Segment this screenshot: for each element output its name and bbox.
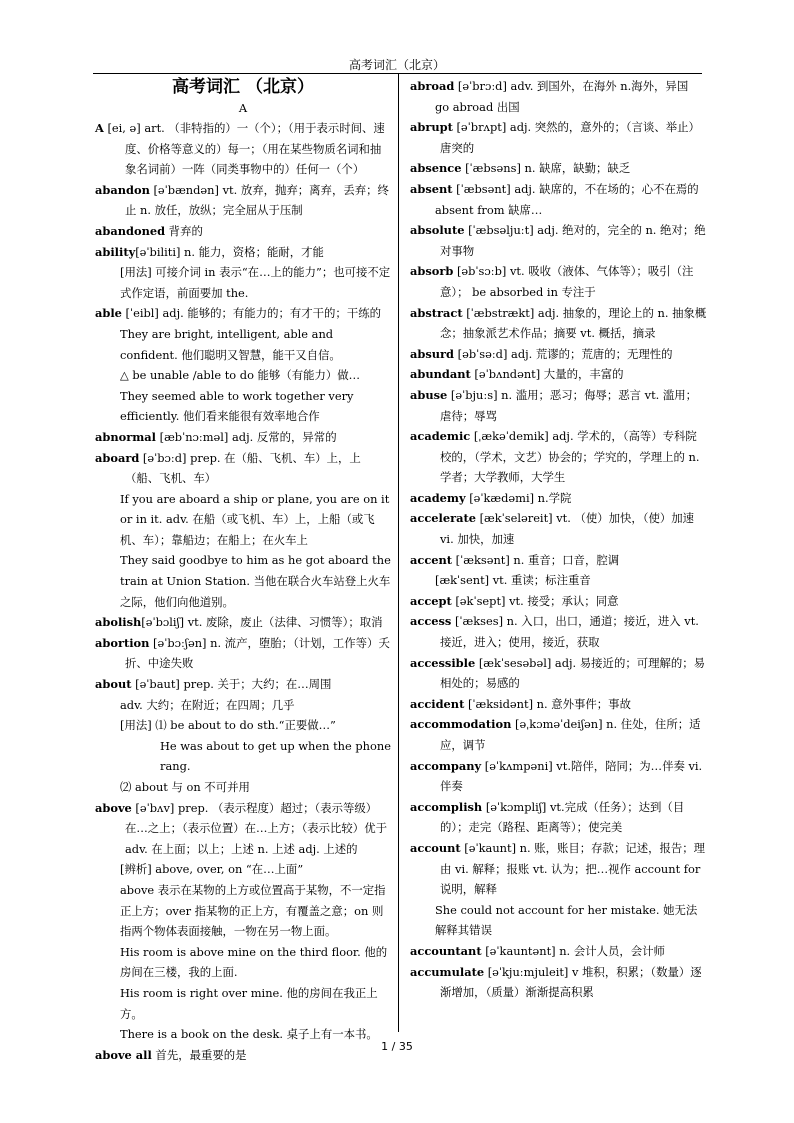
headword: able [95, 306, 122, 321]
definition: [əˈbʌndənt] 大量的，丰富的 [470, 367, 624, 382]
entry-detail: There is a book on the desk. 桌子上有一本书。 [120, 1027, 378, 1042]
dictionary-entry [410, 303, 708, 344]
definition: [əˈbrɔːd] adv. 到国外，在海外 n.海外，异国 [454, 79, 689, 93]
dictionary-entry [95, 674, 391, 695]
dictionary-entry [410, 941, 708, 962]
definition: [əˈbɔːd] prep. 在（船、飞机、车）上，上（船、飞机、车） [125, 450, 361, 486]
definition: [əˈkædəmi] n.学院 [465, 490, 572, 505]
left-column [95, 76, 391, 1065]
dictionary-entry [410, 714, 708, 755]
dictionary-entry [95, 303, 391, 324]
headword: abnormal [95, 429, 156, 444]
entry-detail: above 表示在某物的上方或位置高于某物，不一定指正上方；over 指某物的正上方，有覆盖之意；on 则指两个物体表面接触，一物在另一物上面。 [120, 882, 386, 939]
entry-detail: They seemed able to work together very efficiently. 他们看来能很有效率地合作 [120, 388, 354, 424]
headword: above [95, 800, 132, 815]
page-number: 1 / 35 [381, 1040, 413, 1053]
entry-detail: She could not account for her mistake. 她无法解释其错误 [435, 902, 698, 938]
entry-detail: [用法] 可接介词 in 表示“在…上的能力”；也可接不定式作定语，前面要加 the. [120, 265, 391, 300]
headword: ability [95, 244, 136, 259]
dictionary-entry [410, 364, 708, 385]
definition: [ˈæksidənt] n. 意外事件；事故 [464, 696, 631, 711]
headword: absence [410, 161, 462, 176]
definition: [ˈækses] n. 入口，出口，通道；接近，进入 vt. 接近，进入；使用，接近，获取 [440, 614, 699, 650]
dictionary-entry [95, 612, 391, 633]
dictionary-entry [410, 488, 708, 509]
definition: [ˈæbsəljuːt] adj. 绝对的，完全的 n. 绝对；绝对事物 [440, 223, 706, 258]
dictionary-entry [410, 508, 708, 549]
entry-detail: absent from 缺席… [435, 202, 543, 217]
headword: absorb [410, 264, 454, 279]
headword: above all [95, 1047, 152, 1062]
definition: [æbˈnɔːməl] adj. 反常的，异常的 [156, 429, 337, 444]
dictionary-entry [410, 838, 708, 900]
headword: accident [410, 696, 465, 711]
headword: aboard [95, 450, 140, 465]
headword: absent [410, 181, 453, 196]
dictionary-entry [410, 611, 708, 652]
definition: [əˈbɔːʃən] n. 流产，堕胎；（计划，工作等）夭折、中途失败 [125, 635, 390, 671]
definition: [ˈæbsənt] adj. 缺席的，不在场的；心不在焉的 [452, 181, 699, 196]
dictionary-entry [410, 385, 708, 426]
entry-detail: [辨析] above, over, on “在…上面” [120, 862, 304, 877]
headword: abandoned [95, 223, 166, 238]
entry-detail: They are bright, intelligent, able and confident. 他们聪明又智慧，能干又自信。 [120, 326, 341, 362]
headword: abrupt [410, 120, 453, 135]
dictionary-entry [410, 344, 708, 365]
entry-detail: His room is right over mine. 他的房间在我正上方。 [120, 985, 378, 1021]
headword: academic [410, 429, 471, 444]
dictionary-entry [95, 448, 391, 489]
dictionary-entry [410, 694, 708, 715]
dictionary-entry [95, 118, 391, 180]
headword: accelerate [410, 511, 476, 526]
right-column [410, 76, 708, 1003]
entry-detail: [ækˈsent] vt. 重读；标注重音 [435, 573, 591, 588]
headword: absurd [410, 346, 455, 361]
definition: [əˈkɔmpliʃ] vt.完成（任务）；达到（目的）；走完（路程、距离等）；使完美 [440, 799, 685, 835]
entry-detail: If you are aboard a ship or plane, you are on it or in it. adv. 在船（或飞机、车）上，上船（或飞机、车）；靠船边；在船上；在火车上 [120, 491, 390, 547]
definition: [ˈæbsəns] n. 缺席，缺勤；缺乏 [461, 161, 631, 176]
definition: [əbˈsɔːb] vt. 吸收（液体、气体等）；吸引（注意）； be absorbed in 专注于 [440, 264, 694, 299]
definition: [ˌækəˈdemik] adj. 学术的，（高等）专科院校的，（学术，文艺）协会的；学究的，学理上的 n. 学者；大学教师，大学生 [440, 429, 700, 485]
definition: [əˈkauntənt] n. 会计人员，会计师 [481, 943, 665, 958]
definition: 背弃的 [165, 223, 203, 238]
headword: accessible [410, 655, 476, 670]
dictionary-entry [410, 797, 708, 838]
entry-detail: ⑵ about 与 on 不可并用 [120, 780, 250, 794]
definition: [əˈbændən] vt. 放弃，抛弃；离弃，丢弃；终止 n. 放任，放纵；完全屈从于压制 [125, 182, 389, 218]
letter-heading: A [238, 101, 248, 115]
dictionary-entry [410, 261, 708, 302]
dictionary-entry [410, 426, 708, 488]
headword: accomplish [410, 799, 483, 814]
headword: academy [410, 490, 466, 505]
headword: abundant [410, 367, 471, 382]
entry-detail: △ be unable /able to do 能够（有能力）做… [120, 368, 361, 383]
headword: abroad [410, 79, 455, 93]
headword: about [95, 677, 132, 692]
dictionary-entry [410, 158, 708, 179]
headword: accountant [410, 943, 482, 958]
definition: [ei, ə] art. （非特指的）一（个）；（用于表示时间、速度、价格等意义的）每一；（用在某些物质名词和抽象名词前）一阵（同类事物中的）任何一（个） [103, 121, 385, 177]
headword: accommodation [410, 717, 512, 732]
dictionary-entry [410, 550, 708, 571]
definition: [əbˈsəːd] adj. 荒谬的；荒唐的；无理性的 [454, 346, 673, 361]
headword: accompany [410, 758, 482, 773]
dictionary-entry [95, 180, 391, 221]
headword: accept [410, 593, 452, 608]
entry-detail: His room is above mine on the third floor. 他的房间在三楼，我的上面. [120, 944, 388, 980]
definition: [əˈbjuːs] n. 滥用；恶习；侮辱；恶言 vt. 滥用；虐待；辱骂 [440, 387, 698, 423]
column-divider [398, 74, 399, 1032]
definition: [ækˈsesəbəl] adj. 易接近的；可理解的；易相处的；易感的 [440, 655, 706, 691]
definition: [əˈbʌv] prep. （表示程度）超过；（表示等级）在…之上；（表示位置）在…上方；（表示比较）优于 adv. 在上面；以上；上述 n. 上述 adj. 上述的 [125, 800, 387, 856]
definition: [ˈæbstrækt] adj. 抽象的，理论上的 n. 抽象概念；抽象派艺术作品；摘要 vt. 概括，摘录 [440, 305, 707, 341]
definition: 首先，最重要的是 [151, 1047, 247, 1062]
definition: [ˈæksənt] n. 重音；口音，腔调 [452, 552, 620, 567]
dictionary-entry [95, 427, 391, 448]
dictionary-entry [95, 633, 391, 674]
dictionary-entry [410, 591, 708, 612]
dictionary-entry [95, 242, 391, 263]
headword: abstract [410, 305, 463, 320]
definition: [əˈkaunt] n. 账，账目；存款；记述，报告；理由 vi. 解释；报账 vt. 认为；把…视作 account for 说明，解释 [440, 840, 706, 897]
definition: [ˈeibl] adj. 能够的；有能力的；有才干的；干练的 [121, 306, 381, 321]
definition: [əˈbiliti] n. 能力，资格；能耐，才能 [135, 244, 324, 259]
entry-detail: [用法] ⑴ be about to do sth.“正要做…” [120, 718, 336, 733]
headword: A [95, 121, 104, 135]
headword: abortion [95, 635, 150, 650]
headword: accent [410, 552, 453, 567]
definition: [əˈbaut] prep. 关于；大约；在…周围 [131, 677, 332, 692]
dictionary-entry [410, 76, 708, 97]
entry-detail: They said goodbye to him as he got aboard the train at Union Station. 当他在联合火车站登上火车之际，他们向他道别。 [120, 553, 391, 609]
headword: abuse [410, 387, 448, 402]
headword: account [410, 840, 461, 855]
dictionary-entry [410, 756, 708, 797]
left-entries [95, 118, 391, 1065]
definition: [əˌkɔməˈdeiʃən] n. 住处，住所；适应，调节 [440, 717, 701, 752]
dictionary-entry [95, 221, 391, 242]
dictionary-entry [410, 117, 708, 158]
right-entries [410, 76, 708, 1003]
definition: [əˈkjuːmjuleit] v 堆积，积累；（数量）逐渐增加，（质量）渐渐提高积累 [440, 964, 702, 1000]
dictionary-entry [95, 798, 391, 860]
dictionary-entry [410, 653, 708, 694]
dictionary-entry [410, 220, 708, 261]
definition: [əkˈsept] vt. 接受；承认；同意 [451, 593, 619, 608]
entry-example: He was about to get up when the phone rang. [160, 738, 391, 774]
entry-detail: go abroad 出国 [435, 99, 520, 114]
definition: [əˈbrʌpt] adj. 突然的，意外的；（言谈、举止）唐突的 [440, 120, 700, 155]
document-title: 高考词汇 （北京） [172, 77, 314, 97]
definition: [ækˈseləreit] vt. （使）加快，（使）加速 vi. 加快，加速 [440, 511, 695, 547]
headword: abolish [95, 615, 142, 630]
dictionary-entry [410, 962, 708, 1003]
definition: [əˈkʌmpəni] vt.陪伴，陪同；为…伴奏 vi.伴奏 [440, 758, 703, 794]
dictionary-entry [410, 179, 708, 200]
headword: accumulate [410, 964, 485, 979]
headword: abandon [95, 182, 150, 197]
entry-detail: adv. 大约；在附近；在四周；几乎 [120, 697, 295, 712]
headword: access [410, 614, 452, 629]
running-header: 高考词汇（北京） [348, 58, 445, 72]
definition: [əˈbɔliʃ] vt. 废除，废止（法律、习惯等）；取消 [141, 615, 383, 630]
headword: absolute [410, 223, 465, 238]
